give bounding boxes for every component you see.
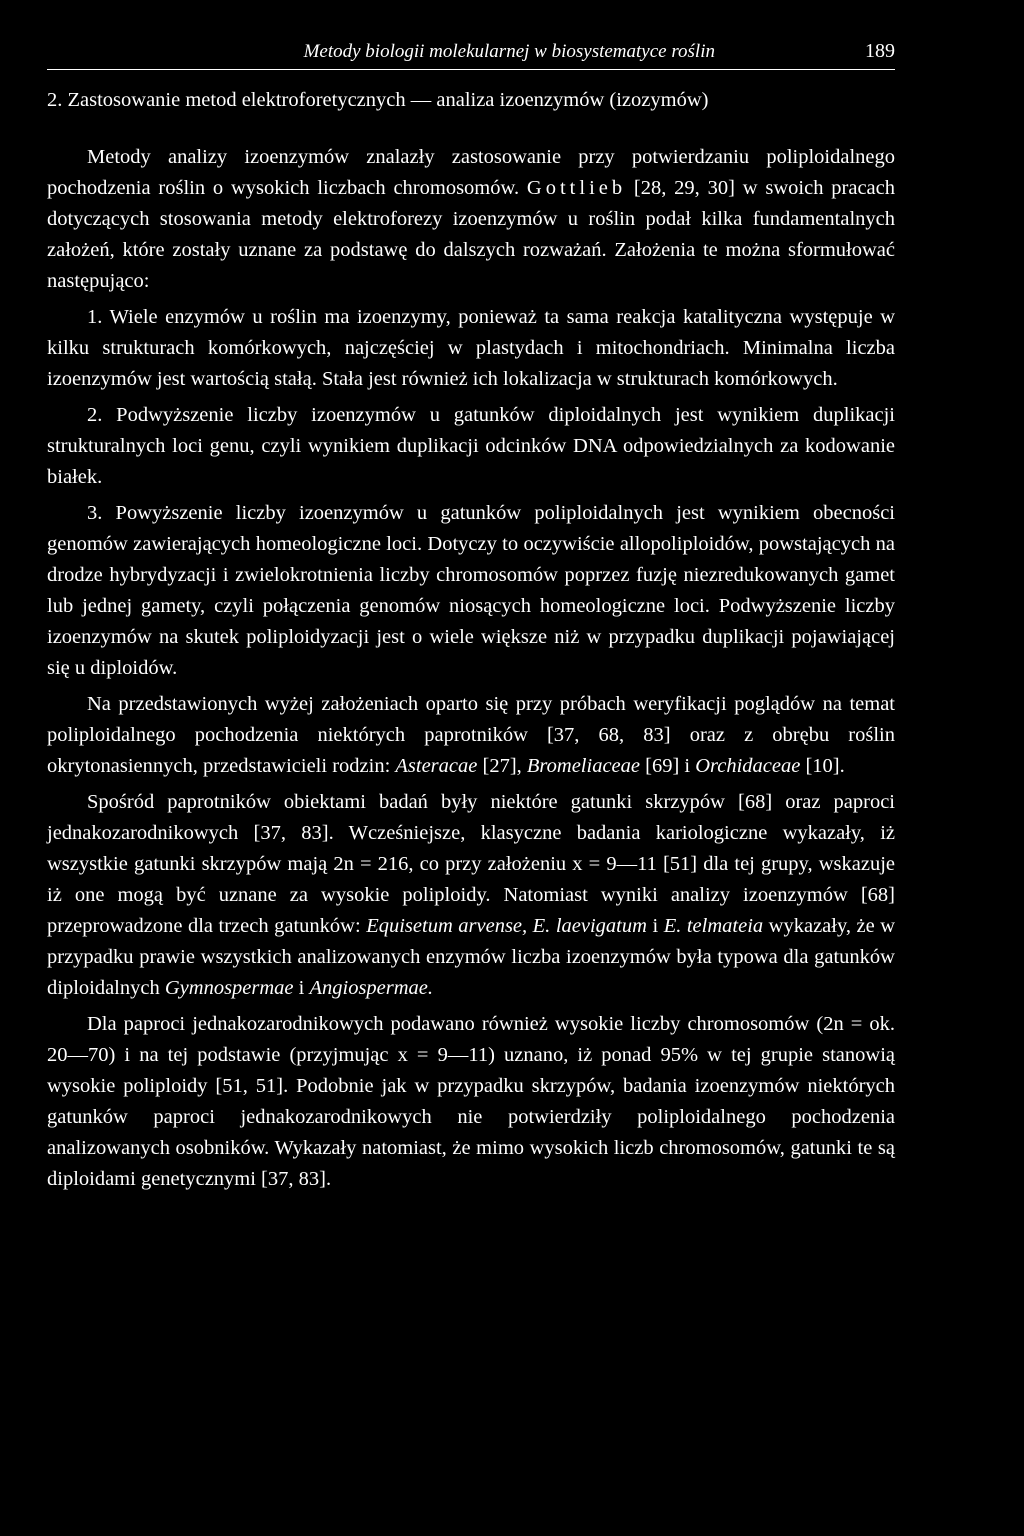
paragraph-verification-text-d: [10]. <box>805 755 845 777</box>
taxon-asteracae: Asteracae <box>395 755 478 777</box>
paragraph-horsetails-text-c: wykazały, że w przypadku prawie wszystkich analizowanych enzymów liczba izoenzymów była typowa dla gatunków diploidalnych <box>47 915 896 999</box>
assumption-item-2: 2. Podwyższenie liczby izoenzymów u gatunków diploidalnych jest wynikiem duplikacji strukturalnych loci genu, czyli wynikiem duplikacji odcinków DNA odpowiedzialnych za kodowanie białek. <box>47 404 895 488</box>
running-title: Metody biologii molekularnej w biosystematyce roślin <box>303 41 715 62</box>
paragraph-verification <box>47 689 895 782</box>
assumption-item-3: 3. Powyższenie liczby izoenzymów u gatunków poliploidalnych jest wynikiem obecności genomów zawierających homeologiczne loci. Dotyczy to oczywiście allopoliploidów, powstających na drodze hybrydyzacji i zwielokrotnienia liczby chromosomów poprzez fuzję niezredukowanych gamet lub jednej gamety, czyli połączenia genomów niosących homeologiczne loci. Podwyższenie liczby izoenzymów na skutek poliploidyzacji jest o wiele większe niż w przypadku duplikacji pojawiającej się u diploidów. <box>47 502 895 679</box>
group-gymnospermae: Gymnospermae <box>164 977 294 999</box>
paragraph-verification-text-b: [27], <box>482 755 522 777</box>
taxon-orchidaceae: Orchidaceae <box>695 755 801 777</box>
document-page <box>47 40 895 1200</box>
paragraph-horsetails <box>47 787 895 1004</box>
paragraph-intro-text-a: Metody analizy izoenzymów znalazły zastosowanie przy potwierdzaniu poliploidalnego pochodzenia roślin o wysokich liczbach chromosomów. <box>47 146 895 199</box>
species-equisetum: Equisetum arvense, E. laevigatum <box>366 915 647 937</box>
author-name: Gottlieb <box>526 177 627 199</box>
group-angiospermae: Angiospermae. <box>309 977 434 999</box>
assumption-item-1: 1. Wiele enzymów u roślin ma izoenzymy, ponieważ ta sama reakcja katalityczna występuje w kilku strukturach komórkowych, najczęściej w plastydach i mitochondriach. Minimalna liczba izoenzymów jest wartością stałą. Stała jest również ich lokalizacja w strukturach komórkowych. <box>47 306 895 390</box>
paragraph-horsetails-text-d: i <box>298 977 305 999</box>
running-header <box>47 40 895 70</box>
taxon-bromeliaceae: Bromeliaceae <box>526 755 640 777</box>
paragraph-horsetails-text-a: Spośród paprotników obiektami badań były niektóre gatunki skrzypów [68] oraz paproci jednakozarodnikowych [37, 83]. Wcześniejsze, klasyczne badania kariologiczne wykazały, iż wszystkie gatunki skrzypów mają 2n = 216, co przy założeniu x = 9—11 [51] dla tej grupy, wskazuje iż one mogą być uznane za wysokie poliploidy. Natomiast wyniki analizy izoenzymów [68] przeprowadzone dla trzech gatunków: <box>47 791 895 937</box>
paragraph-verification-text-a: Na przedstawionych wyżej założeniach oparto się przy próbach weryfikacji poglądów na temat poliploidalnego pochodzenia niektórych paprotników [37, 68, 83] oraz z obrębu roślin okrytonasiennych, przedstawicieli rodzin: <box>47 693 895 777</box>
paragraph-intro <box>47 142 895 297</box>
body-text <box>47 142 895 1195</box>
species-telmateia: E. telmateia <box>663 915 764 937</box>
paragraph-horsetails-text-b: i <box>652 915 659 937</box>
section-title: 2. Zastosowanie metod elektroforetycznych — analiza izoenzymów (izozymów) <box>47 89 709 111</box>
paragraph-ferns: Dla paproci jednakozarodnikowych podawano również wysokie liczby chromosomów (2n = ok. 20—70) i na tej podstawie (przyjmując x = 9—11) uznano, iż ponad 95% w tej grupie stanowią wysokie poliploidy [51, 51]. Podobnie jak w przypadku skrzypów, badania izoenzymów niektórych gatunków paproci jednakozarodnikowych nie potwierdziły poliploidalnego pochodzenia analizowanych osobników. Wykazały natomiast, że mimo wysokich liczb chromosomów, gatunki te są diploidami genetycznymi [37, 83]. <box>47 1013 895 1190</box>
page-number: 189 <box>865 40 895 62</box>
paragraph-verification-text-c: [69] i <box>645 755 691 777</box>
paragraph-intro-text-b: [28, 29, 30] w swoich pracach dotyczących stosowania metody elektroforezy izoenzymów u roślin podał kilka fundamentalnych założeń, które zostały uznane za podstawę do dalszych rozważań. Założenia te można sformułować następująco: <box>47 177 895 292</box>
